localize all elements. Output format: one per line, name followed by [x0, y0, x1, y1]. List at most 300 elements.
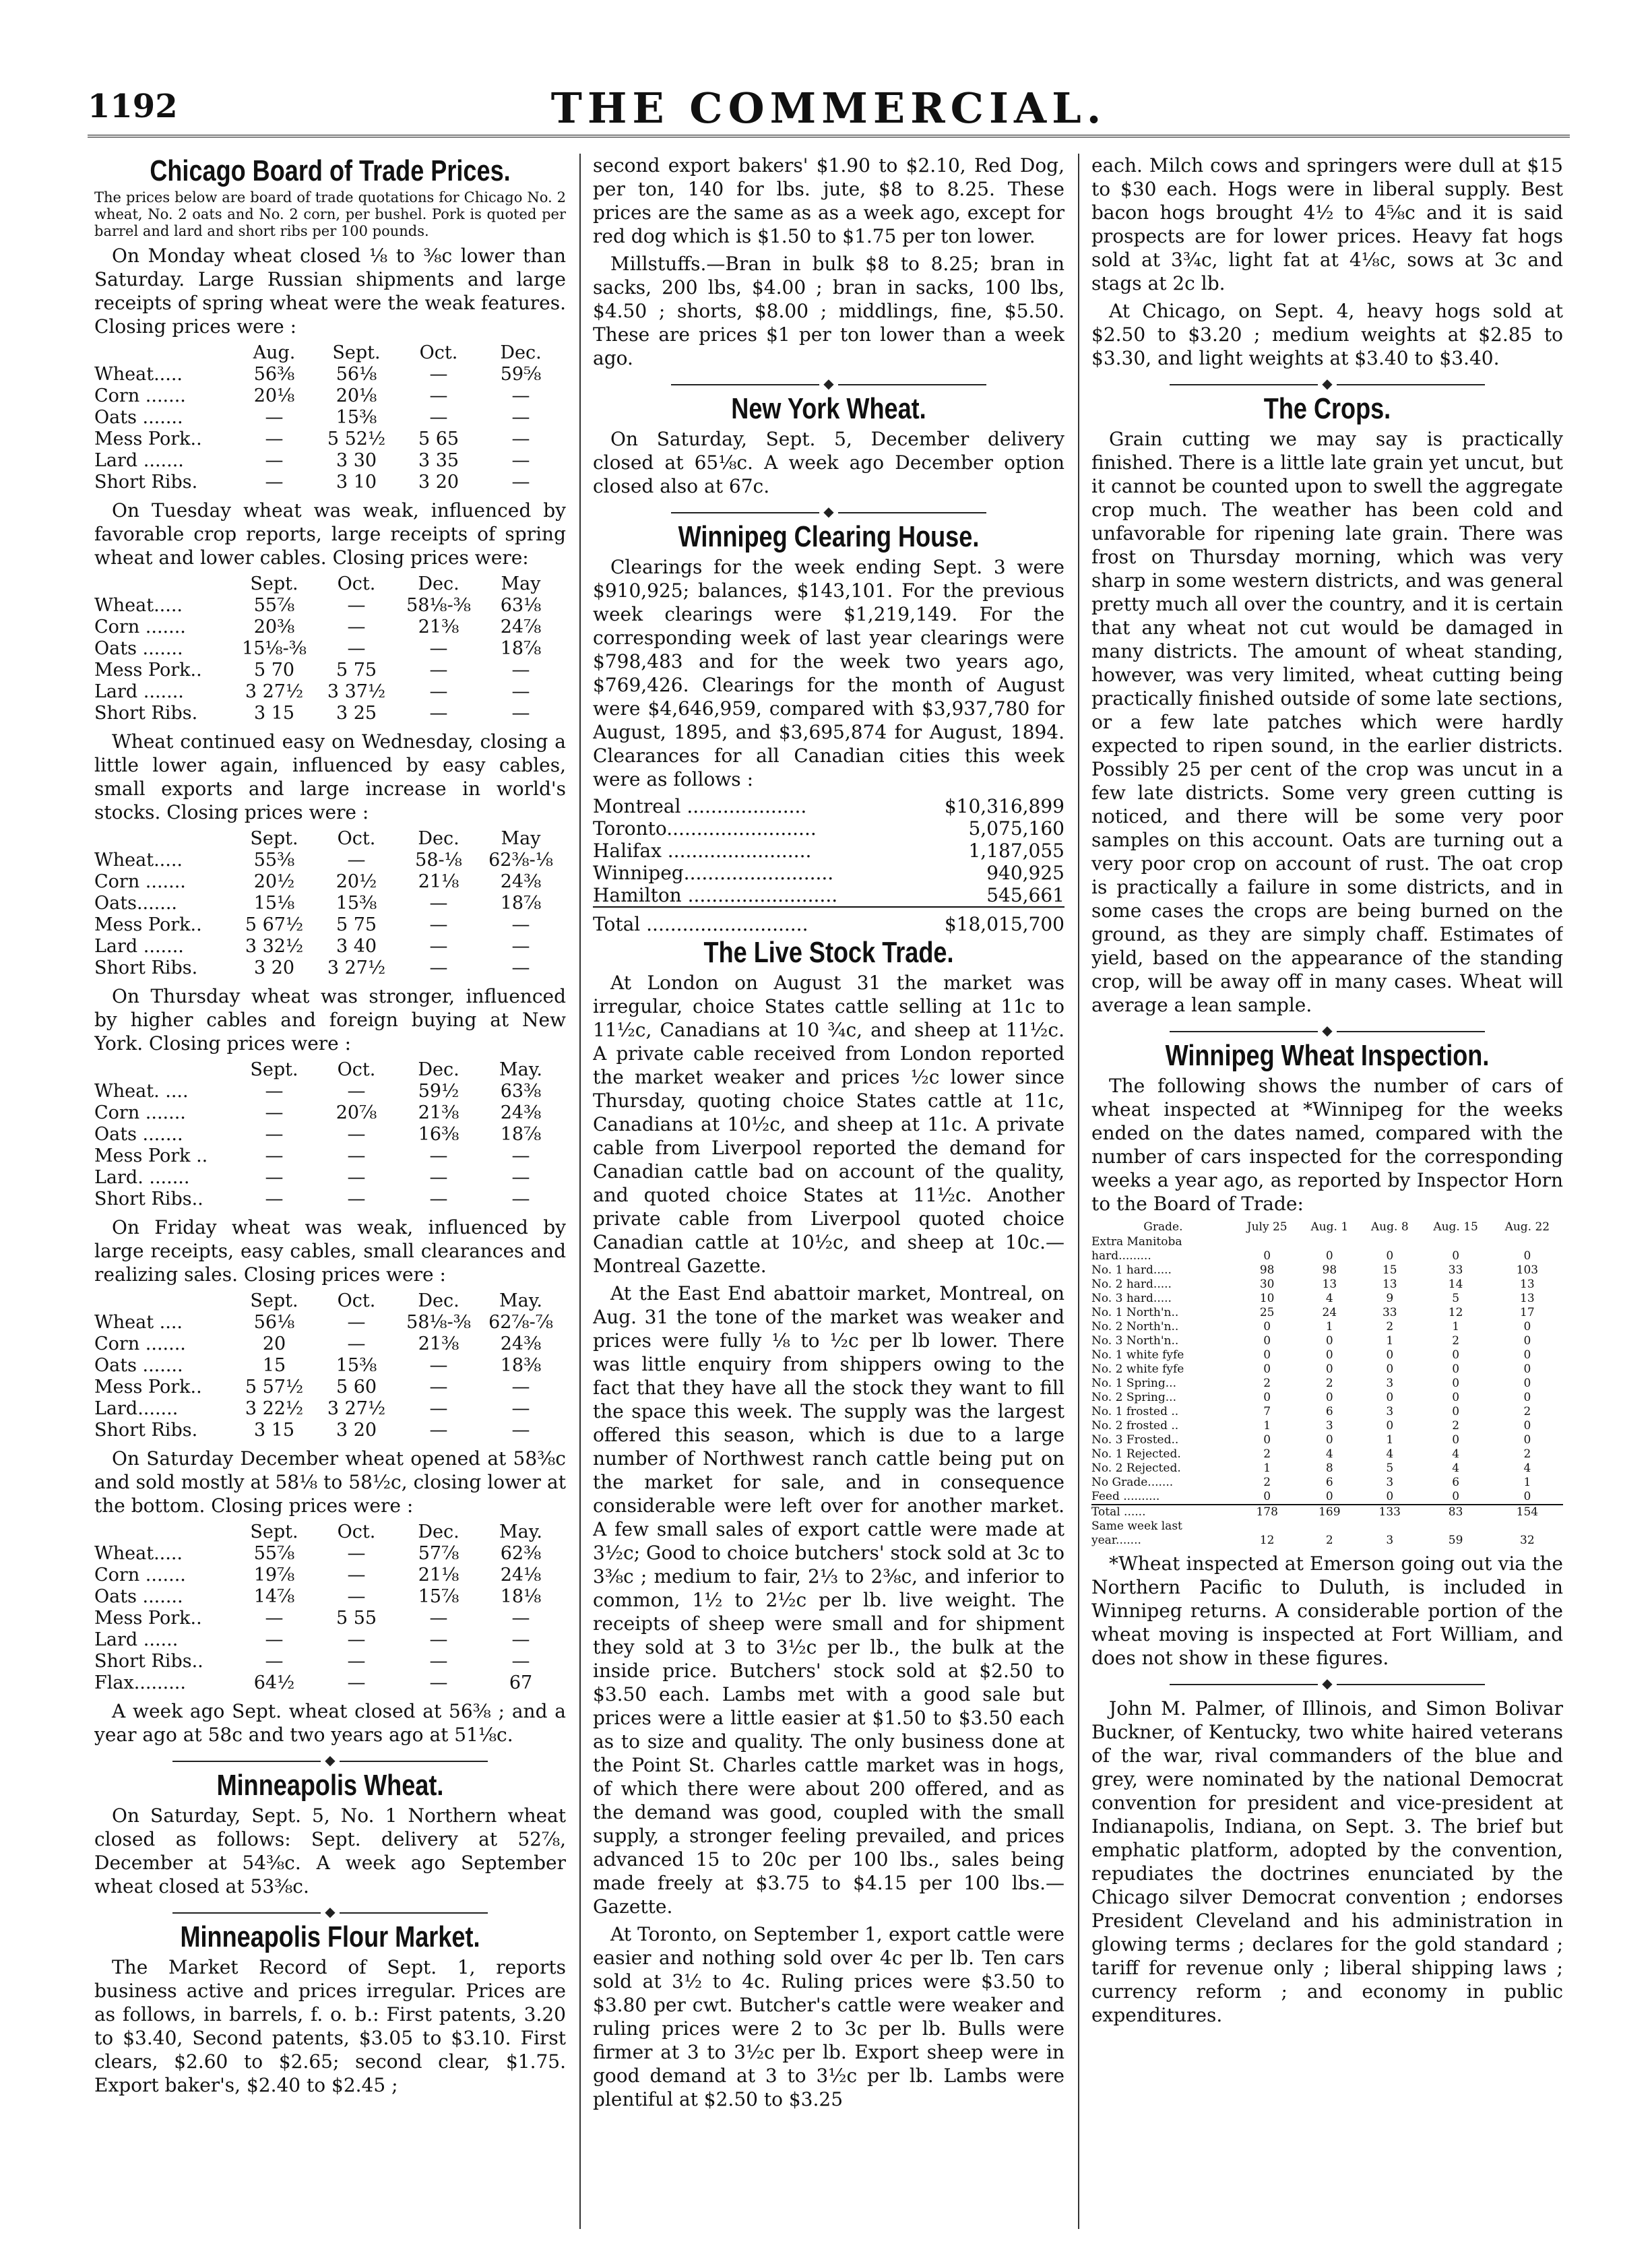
- price-header-blank: [94, 573, 233, 595]
- price-row: [94, 1333, 562, 1355]
- commodity-label: Corn .......: [94, 617, 186, 637]
- price-cell: —: [265, 407, 284, 428]
- price-cell: —: [511, 1167, 530, 1188]
- total-count: 83: [1420, 1505, 1492, 1519]
- price-cell: —: [429, 407, 448, 428]
- city-name: Hamilton .........................: [593, 884, 838, 906]
- car-count: 1: [1263, 1419, 1271, 1433]
- price-cell: —: [347, 1586, 366, 1607]
- inspection-intro: The following shows the number of cars of wheat inspected at *Winnipeg for the weeks ended on the dates named, compared with the number of cars inspected for the corresponding weeks a year ago, as reported by Inspector Horn to the Board of Trade:: [1091, 1075, 1563, 1215]
- price-column-header: Sept.: [250, 1290, 298, 1311]
- price-column-header: Oct.: [337, 1521, 376, 1542]
- column-2: [593, 154, 1065, 2229]
- price-column-header: Dec.: [418, 1521, 459, 1542]
- commodity-label: Corn .......: [94, 871, 186, 892]
- price-row: [94, 1377, 562, 1398]
- car-count: 2: [1263, 1476, 1271, 1489]
- price-cell: —: [429, 1629, 448, 1650]
- car-count: 0: [1523, 1377, 1531, 1390]
- price-cell: —: [429, 1189, 448, 1209]
- car-count: 2: [1523, 1447, 1531, 1461]
- price-cell: —: [511, 660, 530, 681]
- price-cell: 59⅝: [500, 364, 542, 385]
- price-cell: 3 30: [336, 450, 377, 471]
- price-cell: —: [347, 850, 366, 871]
- section-separator: ◆: [94, 1905, 566, 1918]
- masthead: [88, 74, 1570, 137]
- price-cell: 5 75: [336, 914, 377, 935]
- price-cell: 24⅜: [500, 1333, 542, 1354]
- price-cell: —: [429, 1608, 448, 1629]
- price-cell: 24⅞: [500, 617, 542, 637]
- price-column-header: Oct.: [337, 828, 376, 849]
- car-count: 98: [1322, 1263, 1337, 1277]
- price-cell: —: [347, 1543, 366, 1564]
- commodity-label: Oats .......: [94, 407, 183, 428]
- section-separator: ◆: [593, 377, 1065, 390]
- price-cell: 18⅛: [500, 1586, 542, 1607]
- last-year-count: 32: [1520, 1534, 1535, 1547]
- live-stock-paragraph: At London on August 31 the market was irregular, choice States cattle selling at 11c to 11½c, Canadians at 10 ¾c, and sheep at 11½c. A private cable received from London reported the market weaker and prices ½c lower since Thursday, quoting choice States cattle at 11c, Canadians at 10½c, and sheep at 11c. A private cable from Liverpool reported the demand for Canadian cattle bad on account of the quality, and quoted choice States at 11½c. Another private cable from Liverpool quoted choice Canadian cattle at 10½c, and sheep at 10c.—Montreal Gazette.: [593, 972, 1065, 1277]
- chicago-day-text: On Friday wheat was weak, influenced by large receipts, easy cables, small clearances and realizing sales. Closing prices were :: [94, 1216, 566, 1286]
- section-title-minneapolis-flour: Minneapolis Flour Market.: [180, 1920, 480, 1953]
- minneapolis-wheat-text: On Saturday, Sept. 5, No. 1 Northern wheat closed as follows: Sept. delivery at 52⅞, December at 54⅜c. A week ago September wheat closed at 53⅜c.: [94, 1804, 566, 1897]
- price-column-header: May.: [499, 1290, 542, 1311]
- price-column-header: Oct.: [337, 1290, 376, 1311]
- car-count: 2: [1452, 1419, 1460, 1433]
- inspection-row: [1091, 1292, 1563, 1306]
- commodity-label: Oats .......: [94, 1586, 183, 1607]
- car-count: 0: [1325, 1490, 1333, 1503]
- car-count: 98: [1259, 1263, 1275, 1277]
- price-cell: —: [429, 1145, 448, 1166]
- car-count: 0: [1386, 1348, 1394, 1362]
- price-column-header: Dec.: [418, 1059, 459, 1080]
- commodity-label: Wheat. ....: [94, 1081, 189, 1102]
- price-header-blank: [94, 1290, 233, 1312]
- price-cell: 3 20: [253, 957, 295, 978]
- car-count: 0: [1263, 1490, 1271, 1503]
- price-cell: 21⅛: [418, 871, 459, 892]
- price-row: [94, 1543, 562, 1565]
- inspection-row: [1091, 1263, 1563, 1278]
- price-column-header: Sept.: [250, 1059, 298, 1080]
- price-cell: —: [429, 1377, 448, 1397]
- price-cell: —: [429, 1651, 448, 1672]
- price-row: [94, 472, 562, 493]
- price-column-header: Dec.: [418, 828, 459, 849]
- clearings-row: [593, 795, 1065, 817]
- car-count: 6: [1325, 1476, 1333, 1489]
- price-cell: 62⅜-⅛: [488, 850, 553, 871]
- crops-text: Grain cutting we may say is practically finished. There is a little late grain yet uncut, but it cannot be counted upon to swell the aggregate crop much. The weather has been cold and unfavorable for ripening late grain. There was frost on Thursday morning, which was very sharp in some western districts, and was general pretty much all over the country, and it is certain that any wheat not cut would be damaged in many districts. The amount of wheat standing, however, was very limited, wheat cutting being practically finished outside of some late sections, or a few late patches which were hardly expected to ripen sound, in the earlier districts. Possibly 25 per cent of the crop was uncut in a few late districts. Some very green cutting is noticed, and there will be some very poor samples on this account. Oats are turning out a very poor crop on account of rust. The oat crop is practically a failure in some districts, and in some cases the crops are being burned on the ground, as they are simply chaff. Estimates of yield, based on the appearance of the standing crop, will be away off in many cases. Wheat will average a lean sample.: [1091, 428, 1563, 1016]
- clearings-row: [593, 862, 1065, 884]
- chicago-price-table: [94, 342, 562, 493]
- total-count: 178: [1235, 1505, 1300, 1519]
- price-cell: 62⅞-⅞: [488, 1312, 553, 1333]
- section-title-crops: The Crops.: [1263, 392, 1391, 425]
- price-cell: —: [429, 1355, 448, 1376]
- price-cell: 3 22½: [245, 1398, 304, 1419]
- price-cell: 21⅜: [418, 1102, 459, 1123]
- car-count: 2: [1263, 1447, 1271, 1461]
- inspection-row: [1091, 1490, 1563, 1505]
- price-cell: 3 15: [253, 703, 295, 724]
- price-cell: 63⅛: [500, 595, 542, 616]
- inspection-column-header: Aug. 1: [1310, 1220, 1349, 1234]
- palmer-text: John M. Palmer, of Illinois, and Simon Bolivar Buckner, of Kentucky, two white haired veterans of the war, rival commanders of the blue and grey, were nominated by the national Democrat convention for president and vice-president at Indianapolis, Indiana, on Sept. 3. The brief but emphatic platform, adopted by the convention, repudiates the doctrines enunciated by the Chicago silver Democrat convention ; endorses President Cleveland and his administration in glowing terms ; declares for the gold standard ; tariff for revenue only ; liberal shipping laws ; currency reform ; and economy in public expenditures.: [1091, 1697, 1563, 2026]
- price-row: [94, 1145, 562, 1167]
- section-title-inspection: Winnipeg Wheat Inspection.: [1165, 1039, 1490, 1072]
- price-row: [94, 1312, 562, 1333]
- price-cell: 3 35: [418, 450, 459, 471]
- chicago-price-table: [94, 1521, 562, 1694]
- commodity-label: Lard ......: [94, 1629, 179, 1650]
- car-count: 4: [1325, 1292, 1333, 1305]
- price-cell: 5 52½: [327, 429, 386, 449]
- price-row: [94, 1189, 562, 1210]
- total-count: 169: [1300, 1505, 1360, 1519]
- price-cell: 62⅜: [500, 1543, 542, 1564]
- price-cell: —: [511, 1189, 530, 1209]
- price-cell: 55⅜: [253, 850, 295, 871]
- price-cell: 5 67½: [245, 914, 304, 935]
- price-cell: —: [265, 1167, 284, 1188]
- price-cell: 3 10: [336, 472, 377, 493]
- inspection-row: [1091, 1476, 1563, 1490]
- last-year-count: 3: [1386, 1534, 1394, 1547]
- commodity-label: Mess Pork..: [94, 1377, 202, 1397]
- price-column-header: Dec.: [418, 1290, 459, 1311]
- inspection-row: [1091, 1306, 1563, 1320]
- price-row: [94, 1608, 562, 1629]
- price-column-header: Sept.: [250, 828, 298, 849]
- last-year-label: year.......: [1091, 1534, 1141, 1547]
- price-cell: 20⅜: [253, 617, 295, 637]
- commodity-label: Corn .......: [94, 1102, 186, 1123]
- price-row: [94, 364, 562, 385]
- price-cell: —: [265, 1124, 284, 1145]
- commodity-label: Flax.........: [94, 1672, 186, 1693]
- car-count: 0: [1263, 1249, 1271, 1263]
- car-count: 0: [1263, 1320, 1271, 1333]
- car-count: 12: [1448, 1306, 1463, 1319]
- car-count: 1: [1386, 1334, 1394, 1348]
- price-cell: —: [511, 1420, 530, 1441]
- inspection-row: [1091, 1278, 1563, 1292]
- price-cell: 55⅞: [253, 1543, 295, 1564]
- car-count: 9: [1386, 1292, 1394, 1305]
- last-year-count: 2: [1325, 1534, 1333, 1547]
- price-cell: —: [347, 1565, 366, 1585]
- car-count: 6: [1452, 1476, 1460, 1489]
- grade-label: No Grade.......: [1091, 1476, 1174, 1489]
- commodity-label: Short Ribs..: [94, 1651, 203, 1672]
- car-count: 10: [1259, 1292, 1275, 1305]
- price-cell: —: [347, 1333, 366, 1354]
- price-cell: —: [511, 407, 530, 428]
- section-separator: ◆: [1091, 1024, 1563, 1037]
- section-separator: ◆: [1091, 1676, 1563, 1690]
- car-count: 4: [1325, 1447, 1333, 1461]
- price-row: [94, 1167, 562, 1189]
- section-separator: ◆: [593, 505, 1065, 518]
- price-cell: —: [511, 1145, 530, 1166]
- price-cell: —: [511, 681, 530, 702]
- inspection-row: [1091, 1235, 1563, 1249]
- price-cell: —: [265, 1145, 284, 1166]
- chicago-day-text: On Thursday wheat was stronger, influenced by higher cables and foreign buying at New York. Closing prices were :: [94, 985, 566, 1055]
- column-rule: [579, 154, 581, 2229]
- price-header-row: [94, 828, 562, 850]
- city-name: Toronto.........................: [593, 817, 817, 840]
- price-row: [94, 617, 562, 638]
- total-count: 133: [1360, 1505, 1420, 1519]
- inspection-row: [1091, 1391, 1563, 1405]
- total-count: 154: [1492, 1505, 1563, 1519]
- car-count: 17: [1520, 1306, 1535, 1319]
- ny-wheat-text: On Saturday, Sept. 5, December delivery closed at 65⅛c. A week ago December option closed also at 67c.: [593, 428, 1065, 497]
- commodity-label: Wheat.....: [94, 595, 183, 616]
- inspection-column-header: Grade.: [1143, 1220, 1183, 1234]
- car-count: 0: [1325, 1348, 1333, 1362]
- price-cell: 21⅜: [418, 1333, 459, 1354]
- commodity-label: Wheat.....: [94, 850, 183, 871]
- price-cell: 15⅞: [418, 1586, 459, 1607]
- price-row: [94, 1629, 562, 1651]
- car-count: [1235, 1235, 1300, 1249]
- commodity-label: Short Ribs.: [94, 703, 198, 724]
- car-count: 13: [1322, 1278, 1337, 1291]
- commodity-label: Short Ribs.: [94, 957, 198, 978]
- page-number: 1192: [88, 88, 178, 125]
- clearing-amount: 545,661: [986, 884, 1065, 906]
- price-column-header: Sept.: [250, 573, 298, 594]
- price-cell: —: [347, 1124, 366, 1145]
- price-cell: 18⅞: [500, 638, 542, 659]
- grade-label: No. 2 North'n..: [1091, 1320, 1179, 1333]
- car-count: 0: [1523, 1490, 1531, 1503]
- commodity-label: Lard. .......: [94, 1167, 190, 1188]
- car-count: 3: [1386, 1405, 1394, 1418]
- price-row: [94, 914, 562, 936]
- car-count: 0: [1523, 1391, 1531, 1404]
- inspection-column-header: Aug. 15: [1433, 1220, 1478, 1234]
- chicago-day-text: On Saturday December wheat opened at 58⅜c and sold mostly at 58⅛ to 58½c, closing lower at the bottom. Closing prices were :: [94, 1447, 566, 1517]
- inspection-row: [1091, 1462, 1563, 1476]
- price-row: [94, 1651, 562, 1672]
- inspection-column-header: July 25: [1246, 1220, 1288, 1234]
- price-cell: —: [265, 429, 284, 449]
- price-cell: 24⅜: [500, 871, 542, 892]
- car-count: 3: [1325, 1419, 1333, 1433]
- grade-label: Feed ..........: [1091, 1490, 1160, 1503]
- millstuffs-text: Millstuffs.—Bran in bulk $8 to 8.25; bran in sacks, 200 lbs, $4.00 ; bran in sacks, 100 lbs, $4.50 ; shorts, $8.00 ; middlings, fine, $5.50. These are prices $1 per ton lower than a week ago.: [593, 253, 1065, 369]
- clearing-amount: $10,316,899: [944, 795, 1065, 817]
- car-count: 0: [1263, 1433, 1271, 1447]
- price-cell: —: [511, 1398, 530, 1419]
- price-cell: 59½: [418, 1081, 459, 1102]
- price-cell: 15⅜: [336, 1355, 377, 1376]
- price-cell: 5 70: [253, 660, 295, 681]
- price-cell: 20: [262, 1333, 286, 1354]
- car-count: 0: [1452, 1249, 1460, 1263]
- city-name: Halifax ........................: [593, 840, 812, 862]
- price-cell: —: [429, 681, 448, 702]
- chicago-price-table: [94, 1290, 562, 1441]
- inspection-row: [1091, 1348, 1563, 1362]
- price-cell: 3 27½: [327, 957, 386, 978]
- price-cell: —: [429, 364, 448, 385]
- inspection-row: [1091, 1320, 1563, 1334]
- price-cell: —: [347, 1189, 366, 1209]
- price-header-row: [94, 1059, 562, 1081]
- price-column-header: Oct.: [337, 573, 376, 594]
- price-column-header: May.: [499, 1521, 542, 1542]
- car-count: 0: [1523, 1249, 1531, 1263]
- winnipeg-clearing-text: Clearings for the week ending Sept. 3 were $910,925; balances, $143,101. For the previous week clearings were $1,219,149. For the corresponding week of last year clearings were $798,483 and for the week two years ago, $769,426. Clearings for the month of August were $4,646,959, compared with $3,937,780 for August, 1895, and $3,695,874 for August, 1894. Clearances for all Canadian cities this week were as follows :: [593, 556, 1065, 790]
- price-row: [94, 1081, 562, 1102]
- price-cell: —: [429, 914, 448, 935]
- section-title-ny-wheat: New York Wheat.: [731, 392, 926, 425]
- commodity-label: Corn .......: [94, 1565, 186, 1585]
- price-cell: 3 20: [418, 472, 459, 493]
- car-count: 0: [1263, 1391, 1271, 1404]
- price-column-header: Aug.: [253, 342, 296, 363]
- price-row: [94, 893, 562, 914]
- chicago-price-table: [94, 573, 562, 724]
- price-cell: 3 37½: [327, 681, 386, 702]
- price-row: [94, 1102, 562, 1124]
- price-cell: —: [511, 1629, 530, 1650]
- price-cell: —: [347, 638, 366, 659]
- car-count: 0: [1452, 1405, 1460, 1418]
- price-row: [94, 703, 562, 724]
- grade-label: No. 1 hard.....: [1091, 1263, 1172, 1277]
- price-cell: 3 27½: [327, 1398, 386, 1419]
- commodity-label: Mess Pork..: [94, 660, 202, 681]
- commodity-label: Wheat ....: [94, 1312, 183, 1333]
- price-cell: —: [429, 385, 448, 406]
- price-header-row: [94, 573, 562, 595]
- price-header-row: [94, 1290, 562, 1312]
- total-label: Total ......: [1091, 1505, 1235, 1519]
- price-cell: —: [265, 1081, 284, 1102]
- car-count: 0: [1325, 1249, 1333, 1263]
- price-cell: 15⅛: [253, 893, 295, 914]
- car-count: 0: [1452, 1433, 1460, 1447]
- commodity-label: Short Ribs..: [94, 1189, 203, 1209]
- chicago-day-text: On Tuesday wheat was weak, influenced by favorable crop reports, large receipts of spring wheat and lower cables. Closing prices were:: [94, 499, 566, 569]
- price-header-blank: [94, 342, 233, 364]
- price-cell: —: [429, 893, 448, 914]
- car-count: 5: [1452, 1292, 1460, 1305]
- car-count: 33: [1382, 1306, 1397, 1319]
- price-cell: 5 75: [336, 660, 377, 681]
- price-cell: —: [347, 1629, 366, 1650]
- price-cell: —: [429, 1167, 448, 1188]
- price-cell: —: [429, 1398, 448, 1419]
- commodity-label: Oats.......: [94, 893, 178, 914]
- car-count: 13: [1520, 1292, 1535, 1305]
- car-count: 1: [1325, 1320, 1333, 1333]
- price-cell: 24⅛: [500, 1565, 542, 1585]
- inspection-row: [1091, 1405, 1563, 1419]
- car-count: 4: [1452, 1462, 1460, 1475]
- grade-label: hard.........: [1091, 1249, 1151, 1263]
- price-cell: —: [511, 429, 530, 449]
- price-cell: 3 20: [336, 1420, 377, 1441]
- price-cell: 5 60: [336, 1377, 377, 1397]
- price-cell: 63⅜: [500, 1081, 542, 1102]
- commodity-label: Oats .......: [94, 1124, 183, 1145]
- car-count: 2: [1386, 1320, 1394, 1333]
- price-cell: 20⅛: [336, 385, 377, 406]
- clearing-amount: 940,925: [986, 862, 1065, 884]
- car-count: 0: [1263, 1334, 1271, 1348]
- price-cell: —: [265, 450, 284, 471]
- car-count: 5: [1386, 1462, 1394, 1475]
- price-cell: 57⅞: [418, 1543, 459, 1564]
- price-column-header: Sept.: [332, 342, 381, 363]
- grade-label: No. 3 hard.....: [1091, 1292, 1172, 1305]
- minneapolis-flour-text: The Market Record of Sept. 1, reports business active and prices irregular. Prices are as follows, in barrels, f. o. b.: First patents, 3.20 to $3.40, Second patents, $3.05 to $3.10. First clears, $2.60 to $2.65; second clear, $1.75. Export baker's, $2.40 to $2.45 ;: [94, 1956, 566, 2096]
- inspection-row: [1091, 1334, 1563, 1348]
- car-count: 4: [1386, 1447, 1394, 1461]
- price-row: [94, 660, 562, 681]
- price-cell: 18⅞: [500, 893, 542, 914]
- inspection-row: [1091, 1377, 1563, 1391]
- commodity-label: Corn .......: [94, 385, 186, 406]
- car-count: 0: [1452, 1348, 1460, 1362]
- price-header-blank: [94, 1059, 233, 1081]
- city-name: Montreal ....................: [593, 795, 807, 817]
- grade-label: No. 1 North'n..: [1091, 1306, 1179, 1319]
- price-row: [94, 1420, 562, 1441]
- price-column-header: Dec.: [500, 342, 542, 363]
- chicago-closing: A week ago Sept. wheat closed at 56⅜ ; and a year ago at 58c and two years ago at 51⅛c.: [94, 1700, 566, 1746]
- flour-continued-text: second export bakers' $1.90 to $2.10, Red Dog, per ton, 140 for lbs. jute, $8 to 8.25. These prices are the same as as a week ago, except for red dog which is $1.50 to $1.75 per ton lower.: [593, 154, 1065, 247]
- price-cell: —: [511, 1608, 530, 1629]
- commodity-label: Mess Pork ..: [94, 1145, 208, 1166]
- price-cell: 5 57½: [245, 1377, 304, 1397]
- section-title-chicago: Chicago Board of Trade Prices.: [150, 154, 511, 187]
- price-cell: —: [511, 385, 530, 406]
- commodity-label: Mess Pork..: [94, 914, 202, 935]
- price-cell: 21⅜: [418, 617, 459, 637]
- price-row: [94, 638, 562, 660]
- price-cell: 19⅞: [253, 1565, 295, 1585]
- car-count: 0: [1325, 1334, 1333, 1348]
- section-separator: ◆: [1091, 377, 1563, 390]
- car-count: 0: [1386, 1419, 1394, 1433]
- car-count: 24: [1322, 1306, 1337, 1319]
- price-cell: 16⅜: [418, 1124, 459, 1145]
- car-count: [1360, 1235, 1420, 1249]
- price-row: [94, 1565, 562, 1586]
- clearing-amount: 1,187,055: [968, 840, 1065, 862]
- price-cell: —: [347, 1312, 366, 1333]
- grade-label: No. 3 Frosted..: [1091, 1433, 1179, 1447]
- price-cell: —: [511, 1377, 530, 1397]
- clearings-row: [593, 884, 1065, 907]
- price-row: [94, 936, 562, 957]
- car-count: 0: [1263, 1362, 1271, 1376]
- car-count: 0: [1523, 1348, 1531, 1362]
- car-count: 4: [1523, 1462, 1531, 1475]
- clearings-table: [593, 795, 1065, 935]
- clearings-total-value: $18,015,700: [910, 907, 1065, 935]
